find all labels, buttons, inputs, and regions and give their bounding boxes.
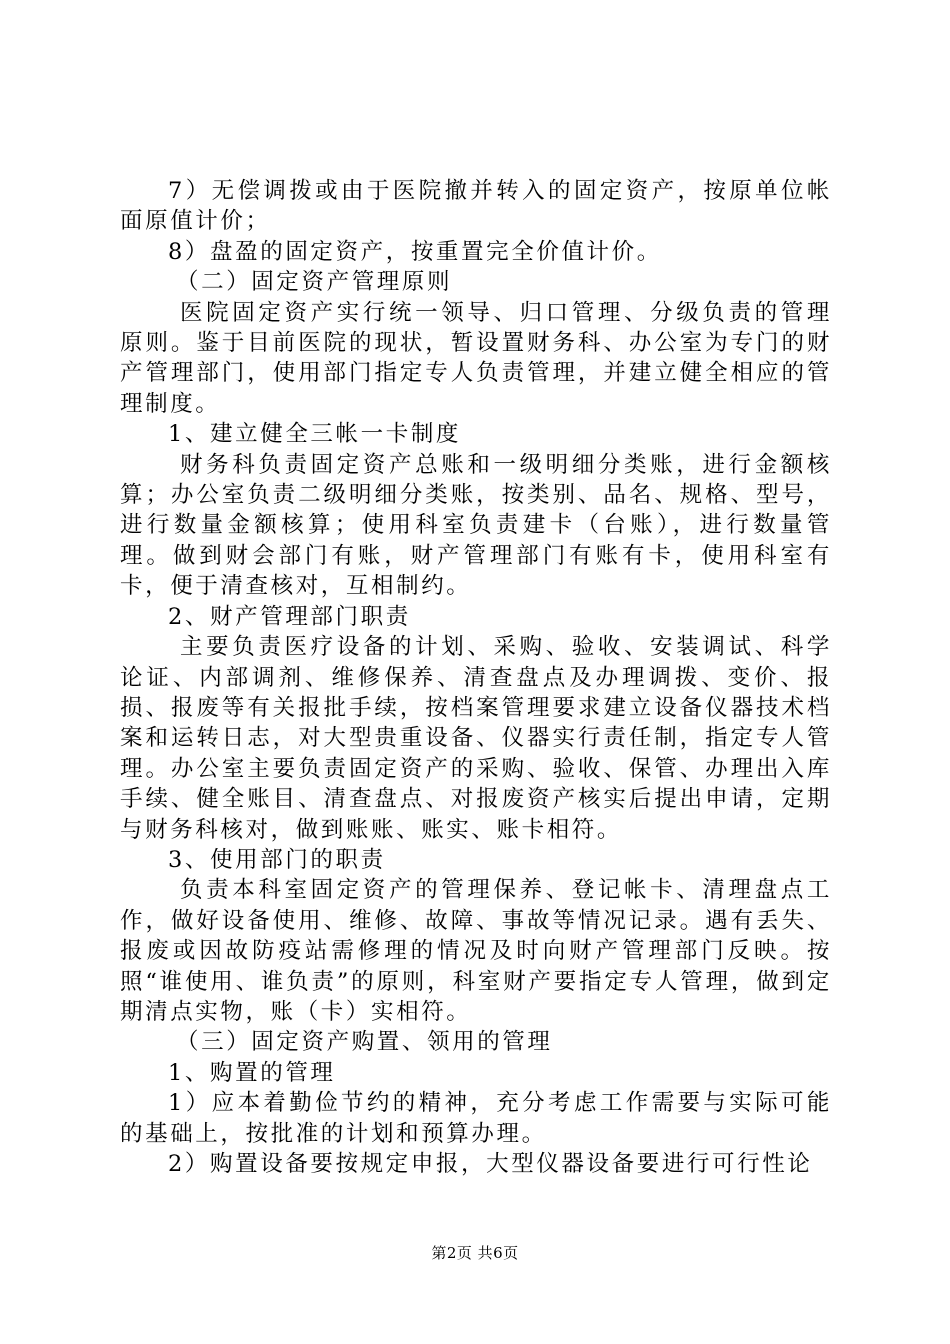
subheading-purchase: 1、购置的管理 — [168, 1059, 336, 1086]
document-body — [120, 176, 832, 1179]
paragraph-item-7: 7）无偿调拨或由于医院撤并转入的固定资产，按原单位帐面原值计价； — [120, 178, 832, 235]
paragraph-item-8: 8）盘盈的固定资产，按重置完全价值计价。 — [168, 238, 662, 265]
section-heading-3: （三）固定资产购置、领用的管理 — [176, 1029, 553, 1056]
subheading-property-dept: 2、财产管理部门职责 — [168, 603, 411, 630]
paragraph-purchase-1: 1）应本着勤俭节约的精神，充分考虑工作需要与实际可能的基础上，按批准的计划和预算办理。 — [120, 1090, 832, 1147]
paragraph-property-dept: 主要负责医疗设备的计划、采购、验收、安装调试、科学论证、内部调剂、维修保养、清查盘点及办理调拨、变价、报损、报废等有关报批手续，按档案管理要求建立设备仪器技术档案和运转日志，对大型贵重设备、仪器实行责任制，指定专人管理。办公室主要负责固定资产的采购、验收、保管、办理出入库手续、健全账目、清查盘点、对报废资产核实后提出申请，定期与财务科核对，做到账账、账实、账卡相符。 — [120, 634, 832, 843]
page-number: 第2页 共6页 — [431, 1244, 519, 1262]
paragraph-purchase-2: 2）购置设备要按规定申报，大型仪器设备要进行可行性论 — [168, 1151, 813, 1177]
subheading-three-accounts: 1、建立健全三帐一卡制度 — [168, 421, 462, 448]
paragraph-user-dept: 负责本科室固定资产的管理保养、登记帐卡、清理盘点工作，做好设备使用、维修、故障、事故等情况记录。遇有丢失、报废或因故防疫站需修理的情况及时向财产管理部门反映。按照“谁使用、谁负责”的原则，科室财产要指定专人管理，做到定期清点实物，账（卡）实相符。 — [120, 877, 832, 1025]
paragraph-management-principle: 医院固定资产实行统一领导、归口管理、分级负责的管理原则。鉴于目前医院的现状，暂设置财务科、办公室为专门的财产管理部门，使用部门指定专人负责管理，并建立健全相应的管理制度。 — [120, 299, 832, 417]
subheading-user-dept: 3、使用部门的职责 — [168, 846, 386, 873]
section-heading-2: （二）固定资产管理原则 — [176, 269, 453, 296]
paragraph-three-accounts: 财务科负责固定资产总账和一级明细分类账，进行金额核算；办公室负责二级明细分类账，按类别、品名、规格、型号，进行数量金额核算；使用科室负责建卡（台账），进行数量管理。做到财会部门有账，财产管理部门有账有卡，使用科室有卡，便于清查核对，互相制约。 — [120, 451, 832, 600]
